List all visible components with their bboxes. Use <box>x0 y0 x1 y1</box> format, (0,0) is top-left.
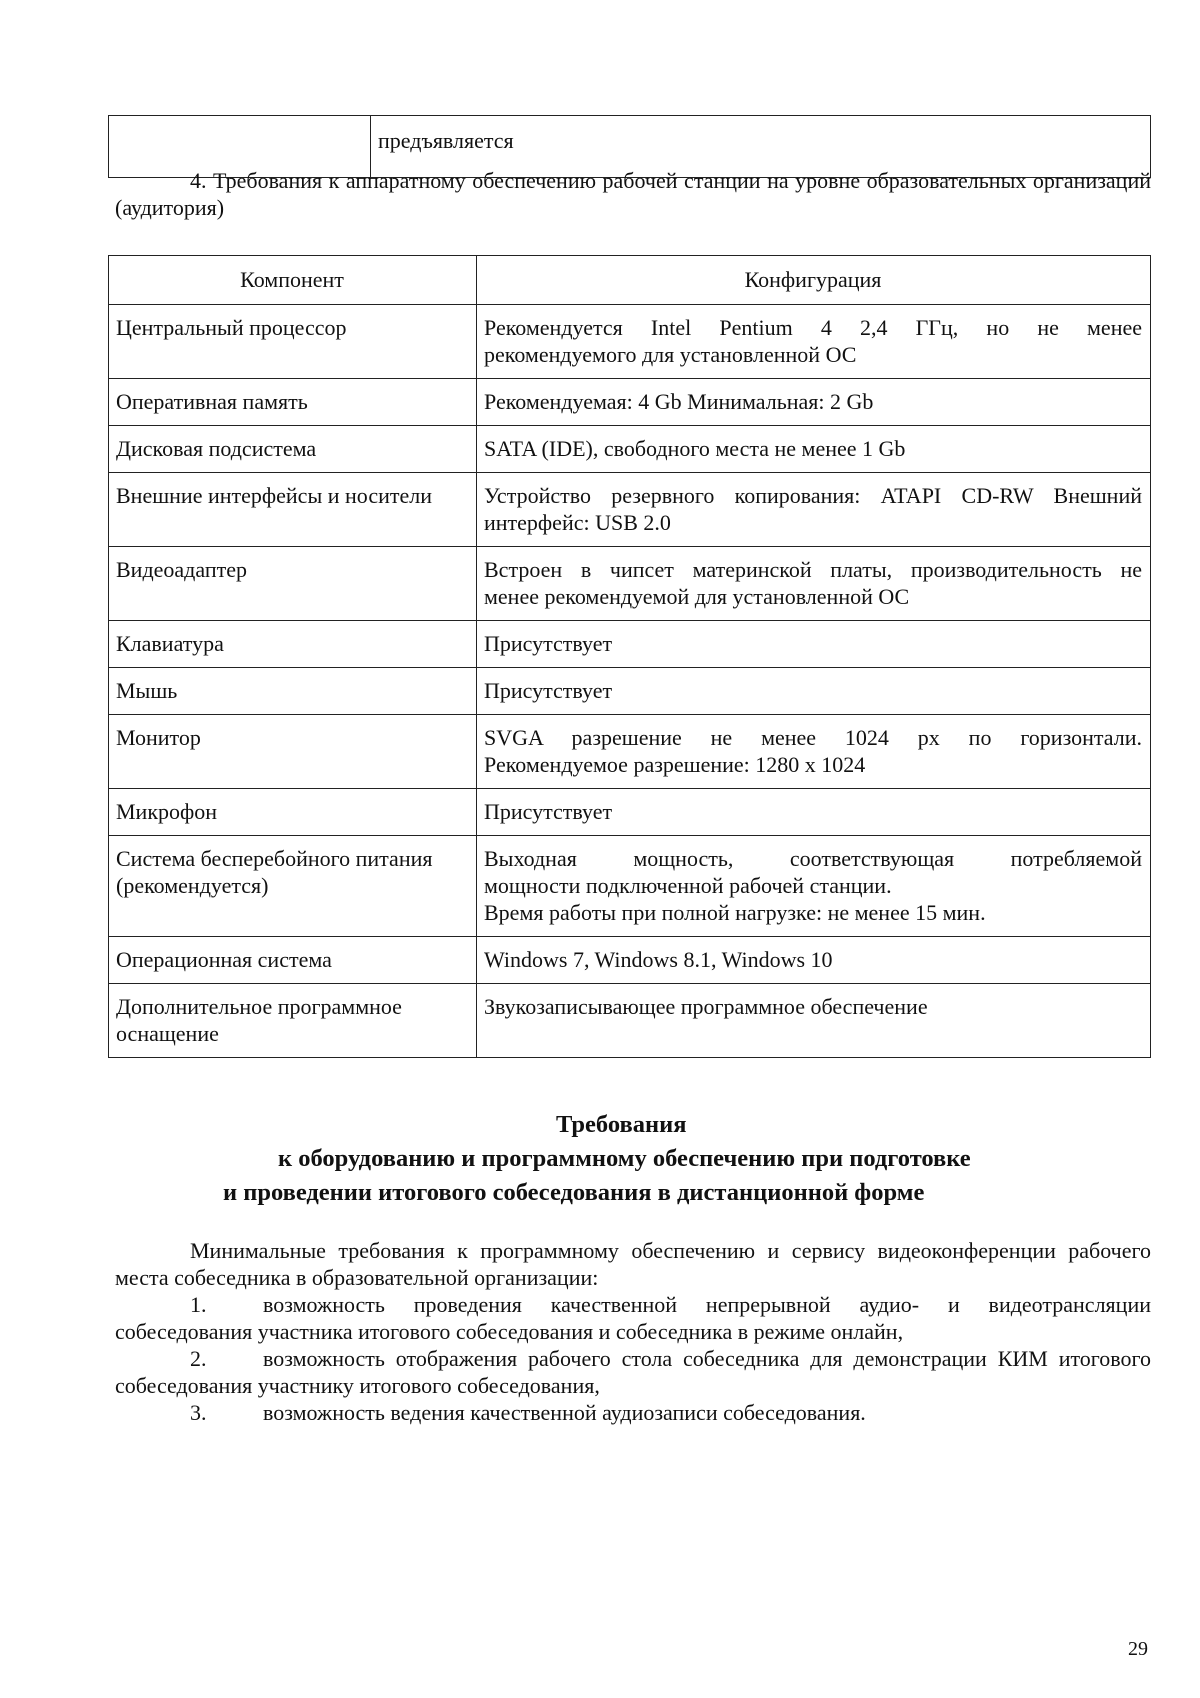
list-item-text: возможность проведения качественной непрерывной аудио- и видеотрансляции собеседования участника итогового собеседования и собеседника в режиме онлайн, <box>115 1292 1151 1344</box>
list-item-number: 2. <box>190 1346 207 1371</box>
column-header-configuration: Конфигурация <box>477 256 1151 305</box>
table-row <box>109 473 1151 547</box>
component-cell: Дисковая подсистема <box>109 426 477 473</box>
component-cell: Клавиатура <box>109 621 477 668</box>
config-cell <box>477 789 1151 836</box>
component-cell: Оперативная память <box>109 379 477 426</box>
table-header-row <box>109 256 1151 305</box>
config-line: Рекомендуется Intel Pentium 4 2,4 ГГц, но не менее <box>484 315 1142 340</box>
list-item-number: 3. <box>190 1400 207 1425</box>
heading-line: и проведении итогового собеседования в дистанционной форме <box>223 1179 925 1206</box>
list-item <box>115 1291 1151 1345</box>
config-cell <box>477 547 1151 621</box>
config-cell <box>477 715 1151 789</box>
table-row <box>109 715 1151 789</box>
table-row <box>109 426 1151 473</box>
component-cell: Монитор <box>109 715 477 789</box>
config-line: Выходная мощность, соответствующая потребляемой <box>484 846 1142 871</box>
config-cell <box>477 984 1151 1058</box>
body-intro-paragraph: Минимальные требования к программному обеспечению и сервису видеоконференции рабочего места собеседника в образовательной организации: <box>115 1238 1151 1290</box>
component-cell: Видеоадаптер <box>109 547 477 621</box>
component-cell: Система бесперебойного питания (рекомендуется) <box>109 836 477 937</box>
config-line: мощности подключенной рабочей станции. <box>484 873 892 898</box>
component-cell: Внешние интерфейсы и носители <box>109 473 477 547</box>
config-line: менее рекомендуемой для установленной ОС <box>484 584 910 609</box>
config-cell <box>477 305 1151 379</box>
config-cell <box>477 836 1151 937</box>
component-cell: Микрофон <box>109 789 477 836</box>
table-row <box>109 305 1151 379</box>
requirements-body <box>115 1237 1151 1426</box>
config-line: Присутствует <box>484 678 613 703</box>
table-row <box>109 621 1151 668</box>
config-cell <box>477 937 1151 984</box>
table-row <box>109 547 1151 621</box>
table-row <box>109 379 1151 426</box>
config-line: Устройство резервного копирования: ATAPI CD-RW Внешний <box>484 483 1142 508</box>
component-cell: Дополнительное программное оснащение <box>109 984 477 1058</box>
config-cell <box>477 668 1151 715</box>
table-row <box>109 668 1151 715</box>
config-cell <box>477 426 1151 473</box>
config-line: Звукозаписывающее программное обеспечение <box>484 994 928 1019</box>
table-row <box>109 789 1151 836</box>
config-line: рекомендуемого для установленной ОС <box>484 342 857 367</box>
config-cell <box>477 473 1151 547</box>
heading-line: к оборудованию и программному обеспечению при подготовке <box>278 1145 971 1172</box>
table-cell: предъявляется <box>371 116 1151 178</box>
list-item-number: 1. <box>190 1292 207 1317</box>
config-line: Рекомендуемая: 4 Gb Минимальная: 2 Gb <box>484 389 874 414</box>
config-line: Присутствует <box>484 631 613 656</box>
config-line: Время работы при полной нагрузке: не менее 15 мин. <box>484 900 986 925</box>
config-line: Windows 7, Windows 8.1, Windows 10 <box>484 947 833 972</box>
list-item-text: возможность ведения качественной аудиозаписи собеседования. <box>263 1400 866 1425</box>
config-cell <box>477 621 1151 668</box>
config-cell <box>477 379 1151 426</box>
table-row <box>109 984 1151 1058</box>
config-line: SVGA разрешение не менее 1024 px по горизонтали. <box>484 725 1142 750</box>
component-cell: Мышь <box>109 668 477 715</box>
config-line: интерфейс: USB 2.0 <box>484 510 671 535</box>
table-row <box>109 836 1151 937</box>
hardware-requirements-table <box>108 255 1151 1058</box>
page-number: 29 <box>1128 1638 1148 1660</box>
list-item <box>115 1345 1151 1399</box>
list-item-text: возможность отображения рабочего стола собеседника для демонстрации КИМ итогового собеседования участнику итогового собеседования, <box>115 1346 1151 1398</box>
config-line: Рекомендуемое разрешение: 1280 x 1024 <box>484 752 866 777</box>
heading-line: Требования <box>556 1111 687 1138</box>
column-header-component: Компонент <box>109 256 477 305</box>
config-line: Встроен в чипсет материнской платы, производительность не <box>484 557 1142 582</box>
config-line: SATA (IDE), свободного места не менее 1 Gb <box>484 436 906 461</box>
table-row <box>109 937 1151 984</box>
section-intro-paragraph: 4. Требования к аппаратному обеспечению рабочей станции на уровне образовательных организаций (аудитория) <box>115 168 1151 220</box>
component-cell: Операционная система <box>109 937 477 984</box>
list-item <box>115 1399 1151 1426</box>
config-line: Присутствует <box>484 799 613 824</box>
component-cell: Центральный процессор <box>109 305 477 379</box>
